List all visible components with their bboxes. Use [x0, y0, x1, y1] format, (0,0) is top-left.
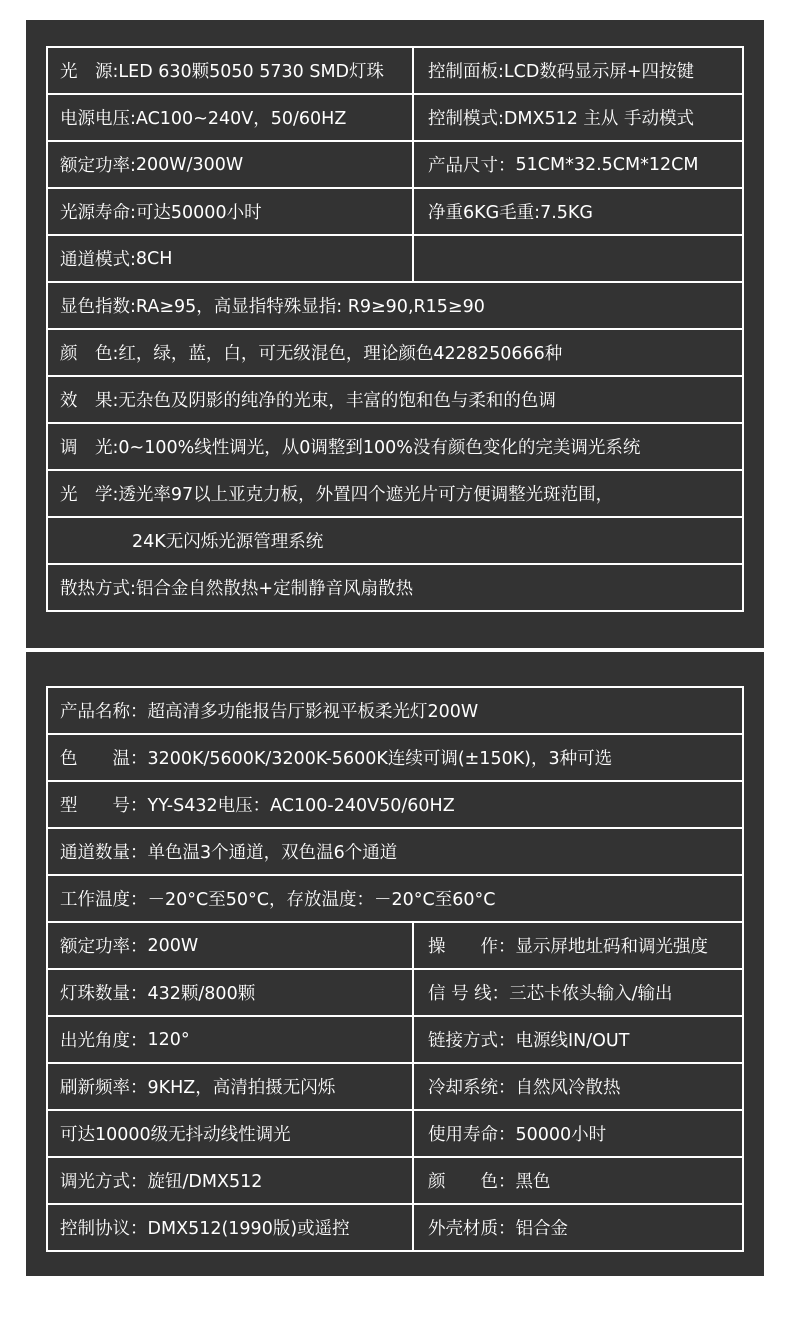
table-row	[48, 829, 742, 876]
spec-label: 灯珠数量：	[60, 984, 148, 1004]
spec-label: 使用寿命：	[428, 1125, 516, 1145]
table-row	[48, 95, 742, 142]
spec-value: LCD数码显示屏+四按键	[503, 62, 695, 82]
table-cell	[48, 189, 414, 234]
table-row	[48, 1017, 742, 1064]
table-cell	[48, 95, 414, 140]
spec-label: 出光角度：	[60, 1031, 148, 1051]
spec-value: 8CH	[135, 248, 173, 269]
spec-value: 9KHZ，高清拍摄无闪烁	[147, 1078, 336, 1098]
table-cell	[414, 1017, 742, 1062]
spec-value: RA≥95，高显指特殊显指: R9≥90,R15≥90	[135, 297, 485, 317]
table-cell	[48, 48, 414, 93]
table-cell	[414, 142, 742, 187]
spec-value: 无杂色及阴影的纯净的光束，丰富的饱和色与柔和的色调	[118, 391, 556, 411]
table-row	[48, 565, 742, 612]
spec-value: 电源线IN/OUT	[515, 1031, 630, 1051]
spec-label: 产品尺寸：	[428, 156, 516, 176]
spec-label: 信 号 线：	[428, 984, 510, 1004]
spec-label: 色 温：	[60, 749, 148, 769]
spec-label: 通道模式:	[60, 250, 136, 270]
spec-label: 光 源:	[60, 62, 119, 82]
table-row	[48, 330, 742, 377]
table-cell	[48, 829, 742, 874]
table-cell	[414, 48, 742, 93]
table-row	[48, 471, 742, 518]
table-row	[48, 189, 742, 236]
table-cell	[48, 970, 414, 1015]
table-row	[48, 1111, 742, 1158]
table-row	[48, 1158, 742, 1205]
table-cell	[48, 424, 742, 469]
table-cell	[414, 1111, 742, 1156]
spec-value: 50000小时	[515, 1125, 607, 1145]
spec-label: 颜 色:	[60, 344, 119, 364]
spec-value: 120°	[147, 1029, 190, 1050]
spec-value: 旋钮/DMX512	[147, 1172, 263, 1192]
spec-label: 工作温度：	[60, 890, 148, 910]
table-row	[48, 48, 742, 95]
spec-value: DMX512 主从 手动模式	[503, 109, 694, 129]
table-row	[48, 970, 742, 1017]
spec-label: 操 作：	[428, 937, 516, 957]
table-cell	[48, 1017, 414, 1062]
spec-value: 净重6KG毛重:7.5KG	[428, 203, 593, 223]
spec-value: 三芯卡侬头输入/输出	[509, 984, 673, 1004]
spec-label: 产品名称：	[60, 702, 148, 722]
spec-label: 控制协议：	[60, 1219, 148, 1239]
table-cell	[48, 1158, 414, 1203]
spec-label: 额定功率:	[60, 156, 136, 176]
table-cell	[414, 923, 742, 968]
table-row	[48, 782, 742, 829]
spec-label: 外壳材质：	[428, 1219, 516, 1239]
table-row	[48, 735, 742, 782]
spec-label: 光 学:	[60, 485, 119, 505]
table-row	[48, 1064, 742, 1111]
table-row	[48, 518, 742, 565]
spec-panel-bottom	[26, 652, 764, 1276]
table-cell	[414, 1158, 742, 1203]
table-cell	[48, 876, 742, 921]
table-cell	[414, 189, 742, 234]
table-cell	[48, 735, 742, 780]
table-cell	[48, 782, 742, 827]
table-cell	[48, 377, 742, 422]
table-row	[48, 923, 742, 970]
spec-value: －20°C至50°C，存放温度：－20°C至60°C	[147, 890, 496, 910]
table-row	[48, 283, 742, 330]
spec-value: AC100~240V，50/60HZ	[135, 109, 347, 129]
spec-value: 3200K/5600K/3200K-5600K连续可调(±150K)，3种可选	[147, 749, 613, 769]
table-cell	[48, 1205, 414, 1250]
table-row	[48, 142, 742, 189]
spec-label: 颜 色：	[428, 1172, 516, 1192]
table-row	[48, 876, 742, 923]
spec-value: 铝合金自然散热+定制静音风扇散热	[135, 579, 414, 599]
table-cell	[48, 518, 742, 563]
spec-value: LED 630颗5050 5730 SMD灯珠	[118, 62, 385, 82]
table-cell-empty	[414, 236, 742, 281]
spec-value: 显示屏地址码和调光强度	[515, 937, 708, 957]
spec-label: 电源电压:	[60, 109, 136, 129]
table-row	[48, 377, 742, 424]
spec-value: 黑色	[515, 1172, 551, 1192]
spec-label: 型 号：	[60, 796, 148, 816]
table-cell	[48, 330, 742, 375]
spec-value: 自然风冷散热	[515, 1078, 621, 1098]
spec-value: YY-S432电压：AC100-240V50/60HZ	[147, 796, 455, 816]
spec-label: 调光方式：	[60, 1172, 148, 1192]
spec-value: 红，绿，蓝，白，可无级混色，理论颜色4228250666种	[118, 344, 563, 364]
spec-label: 效 果:	[60, 391, 119, 411]
table-cell	[414, 1064, 742, 1109]
table-cell	[48, 923, 414, 968]
spec-label: 显色指数:	[60, 297, 136, 317]
spec-label: 通道数量：	[60, 843, 148, 863]
table-row	[48, 688, 742, 735]
spec-value: 铝合金	[515, 1219, 568, 1239]
spec-label: 光源寿命:	[60, 203, 136, 223]
table-cell	[48, 565, 742, 610]
spec-value: 0~100%线性调光，从0调整到100%没有颜色变化的完美调光系统	[118, 438, 641, 458]
spec-label: 刷新频率：	[60, 1078, 148, 1098]
spec-table-top	[46, 46, 744, 612]
table-cell	[48, 471, 742, 516]
spec-label: 控制模式:	[428, 109, 504, 129]
table-cell	[48, 236, 414, 281]
spec-value: 200W	[147, 935, 199, 956]
table-cell	[414, 970, 742, 1015]
table-cell	[414, 1205, 742, 1250]
spec-label: 冷却系统：	[428, 1078, 516, 1098]
table-cell	[48, 283, 742, 328]
spec-table-bottom	[46, 686, 744, 1252]
spec-value: 51CM*32.5CM*12CM	[515, 154, 699, 175]
spec-panel-top	[26, 20, 764, 648]
spec-label: 额定功率：	[60, 937, 148, 957]
spec-label: 控制面板:	[428, 62, 504, 82]
spec-value: 432颗/800颗	[147, 984, 256, 1004]
spec-value: DMX512(1990版)或遥控	[147, 1219, 350, 1239]
table-row	[48, 1205, 742, 1252]
table-row	[48, 236, 742, 283]
spec-value: 24K无闪烁光源管理系统	[132, 532, 324, 552]
spec-value: 单色温3个通道，双色温6个通道	[147, 843, 398, 863]
spec-value: 可达10000级无抖动线性调光	[60, 1125, 291, 1145]
table-row	[48, 424, 742, 471]
spec-label: 链接方式：	[428, 1031, 516, 1051]
spec-value: 超高清多功能报告厅影视平板柔光灯200W	[147, 702, 479, 722]
spec-value: 200W/300W	[135, 154, 244, 175]
spec-value: 透光率97以上亚克力板，外置四个遮光片可方便调整光斑范围，	[118, 485, 614, 505]
spec-label: 调 光:	[60, 438, 119, 458]
spec-label: 散热方式:	[60, 579, 136, 599]
table-cell	[48, 688, 742, 733]
table-cell	[48, 1111, 414, 1156]
table-cell	[48, 142, 414, 187]
table-cell	[48, 1064, 414, 1109]
spec-value: 可达50000小时	[135, 203, 262, 223]
table-cell	[414, 95, 742, 140]
